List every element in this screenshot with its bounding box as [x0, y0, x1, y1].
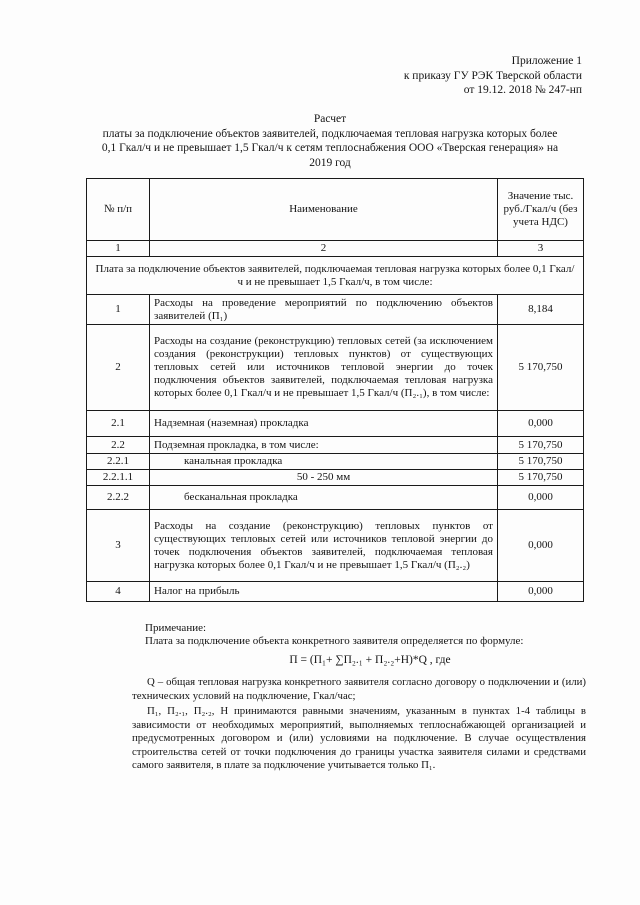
- row-num: 1: [87, 295, 150, 325]
- row-name: Расходы на проведение мероприятий по подключению объектов заявителей (П₁): [150, 295, 498, 325]
- fee-formula: П = (П₁+ ∑П₂.₁ + П₂.₂+Н)*Q , где: [289, 654, 451, 666]
- appendix-label: Приложение 1: [511, 55, 582, 67]
- title-heading: Расчет: [313, 113, 347, 125]
- table-row: [87, 454, 584, 470]
- row-value: 0,000: [498, 411, 584, 437]
- table-header-row: [87, 179, 584, 241]
- table-row: [87, 486, 584, 510]
- row-name: Расходы на создание (реконструкцию) тепловых пунктов от существующих тепловых сетей или источников тепловой энергии до точек подключения объектов заявителей, подключаемая тепловая нагрузка которых более 0,1 Гкал/ч и не превышает 1,5 Гкал/ч (П₂.₂): [150, 510, 498, 582]
- row-num: 2: [87, 325, 150, 411]
- section-title: Плата за подключение объектов заявителей, подключаемая тепловая нагрузка которых более 0,1 Гкал/ч и не превышает 1,5 Гкал/ч, в том числе:: [87, 257, 584, 295]
- column-number-row: [87, 241, 584, 257]
- col-number-3: 3: [498, 241, 584, 257]
- row-value: 5 170,750: [498, 454, 584, 470]
- table-row: [87, 295, 584, 325]
- note-intro: Плата за подключение объекта конкретного заявителя определяется по формуле:: [145, 635, 524, 647]
- note-label: Примечание:: [145, 622, 207, 634]
- row-num: 4: [87, 582, 150, 602]
- row-name: Расходы на создание (реконструкцию) тепловых сетей (за исключением создания (реконструкции) тепловых пунктов) от существующих тепловых сетей или источников тепловой энергии до точек подключения объектов заявителей, подключаемая тепловая нагрузка которых более 0,1 Гкал/ч и не превышает 1,5 Гкал/ч (П₂.₁), в том числе:: [150, 325, 498, 411]
- note-paragraph-q: Q – общая тепловая нагрузка конкретного заявителя согласно договору о подключении и (или) технических условий на подключение, Гкал/час;: [132, 676, 586, 702]
- header-num: № п/п: [87, 179, 150, 241]
- col-number-2: 2: [150, 241, 498, 257]
- row-name: бесканальная прокладка: [150, 486, 498, 510]
- header-name: Наименование: [150, 179, 498, 241]
- note-block: [145, 622, 585, 648]
- row-name: Подземная прокладка, в том числе:: [150, 437, 498, 454]
- row-name: Надземная (наземная) прокладка: [150, 411, 498, 437]
- row-name: Налог на прибыль: [150, 582, 498, 602]
- row-num: 2.2: [87, 437, 150, 454]
- document-title: [95, 112, 565, 170]
- table-row: [87, 325, 584, 411]
- table-row: [87, 470, 584, 486]
- row-num: 2.2.1.1: [87, 470, 150, 486]
- header-value: Значение тыс. руб./Гкал/ч (без учета НДС): [498, 179, 584, 241]
- table-row: [87, 437, 584, 454]
- title-subtitle: платы за подключение объектов заявителей, подключаемая тепловая нагрузка которых более 0,1 Гкал/ч и не превышает 1,5 Гкал/ч к сетям теплоснабжения ООО «Тверская генерация» на 2019 год: [101, 127, 559, 169]
- row-value: 0,000: [498, 582, 584, 602]
- row-name: канальная прокладка: [150, 454, 498, 470]
- section-row: [87, 257, 584, 295]
- row-value: 8,184: [498, 295, 584, 325]
- col-number-1: 1: [87, 241, 150, 257]
- row-value: 5 170,750: [498, 325, 584, 411]
- tariff-table: [86, 178, 584, 602]
- row-num: 2.1: [87, 411, 150, 437]
- order-date-number: от 19.12. 2018 № 247-нп: [463, 84, 582, 96]
- row-value: 5 170,750: [498, 470, 584, 486]
- table-row: [87, 582, 584, 602]
- table-row: [87, 510, 584, 582]
- order-reference: к приказу ГУ РЭК Тверской области: [403, 69, 582, 82]
- row-value: 0,000: [498, 486, 584, 510]
- note-paragraph-components: П₁, П₂.₁, П₂.₂, Н принимаются равными значениям, указанным в пунктах 1-4 таблицы в зависимости от необходимых мероприятий, выполняемых теплоснабжающей организацией и предусмотренных договором и (или) условиями на подключение. В случае осуществления строительства сетей от точки подключения до границы участка заявителя силами и средствами самого заявителя, в плате за подключение учитывается только П₁.: [132, 705, 586, 772]
- row-value: 5 170,750: [498, 437, 584, 454]
- row-num: 2.2.1: [87, 454, 150, 470]
- row-value: 0,000: [498, 510, 584, 582]
- table-row: [87, 411, 584, 437]
- document-header: [404, 54, 582, 98]
- row-name: 50 - 250 мм: [150, 470, 498, 486]
- row-num: 3: [87, 510, 150, 582]
- row-num: 2.2.2: [87, 486, 150, 510]
